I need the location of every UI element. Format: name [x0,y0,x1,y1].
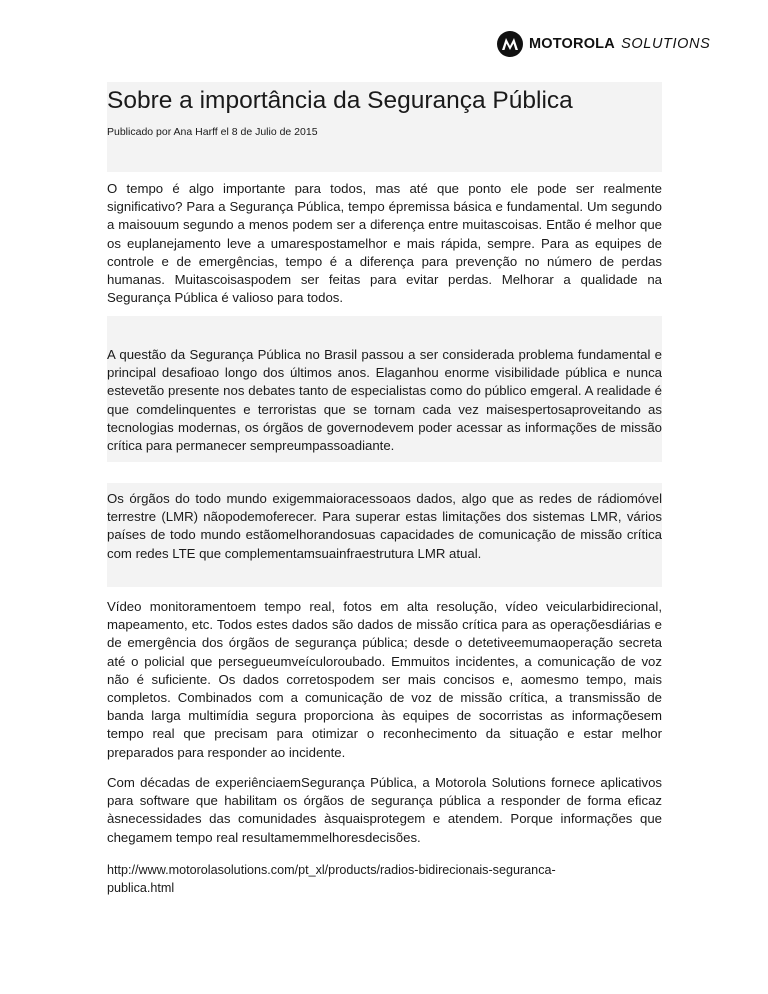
source-link-line-2: publica.html [107,881,175,895]
paragraph-3: Os órgãos do todo mundo exigemmaioracessoaos dados, algo que as redes de rádiomóvel terrestre (LMR) nãopodemoferecer. Para superar estas limitações dos sistemas LMR, vários países de todo mundo estãomelhorandosuas capacidades de comunicação de missão crítica com redes LTE que complementamsuainfraestrutura LMR atual. [107,491,662,561]
paragraph-2: A questão da Segurança Pública no Brasil passou a ser considerada problema fundamental e principal desafioao longo dos últimos anos. Elaganhou enorme visibilidade pública e nunca estevetão presente nos debates tanto de especialistas como do público emgeral. A realidade é que comdelinquentes e terroristas que se tornam cada vez maisespertosaproveitando as tecnologias modernas, os órgãos de governodevem poder acessar as informações de missão crítica para permanecer sempreumpassoadiante. [107,347,662,454]
motorola-batwing-icon [497,31,523,57]
brand-suffix: SOLUTIONS [621,36,711,52]
paragraph-1: O tempo é algo importante para todos, mas até que ponto ele pode ser realmente significativo? Para a Segurança Pública, tempo épremissa básica e fundamental. Um segundo a maisouum segundo a menos podem ser a diferença entre muitascoisas. Então é melhor que os euplanejamento leve a umarespostamelhor e mais rápida, sempre. Para as equipes de controle e de emergências, tempo é a diferença para prevenção no número de perdas humanas. Muitascoisaspodem ser feitas para evitar perdas. Melhorar a qualidade na Segurança Pública é valioso para todos. [107,181,662,306]
source-link-line-1: http://www.motorolasolutions.com/pt_xl/products/radios-bidirecionais-seguranca- [107,863,556,877]
paragraph-4: Vídeo monitoramentoem tempo real, fotos em alta resolução, vídeo veicularbidirecional, mapeamento, etc. Todos estes dados são dados de missão crítica para as operaçõesdiárias e de emergência dos órgãos de segurança pública; desde o detetiveemumaoperação secreta até o policial que persegueumveículoroubado. Emmuitos incidentes, a comunicação de voz não é suficiente. Os dados corretospodem ser mais concisos e, aomesmo tempo, mais completos. Combinados com a comunicação de voz de missão crítica, a transmissão de banda larga multimídia segura proporciona às equipes de socorristas as informaçõesem tempo real que precisam para otimizar o reconhecimento da situação e estar melhor preparados para responder ao incidente. [107,599,662,760]
brand-name: MOTOROLA [529,36,615,52]
motorola-solutions-logo [497,30,710,58]
paragraph-5: Com décadas de experiênciaemSegurança Pública, a Motorola Solutions fornece aplicativos para software que habilitam os órgãos de segurança pública a responder de forma eficaz àsnecessidades das comunidades àsquaisprotegem e atendem. Porque informações que chegamem tempo real resultamemmelhoresdecisões. [107,775,662,845]
article-byline: Publicado por Ana Harff el 8 de Julio de 2015 [107,126,318,138]
article-title: Sobre a importância da Segurança Pública [107,87,573,114]
source-link[interactable] [107,861,662,897]
